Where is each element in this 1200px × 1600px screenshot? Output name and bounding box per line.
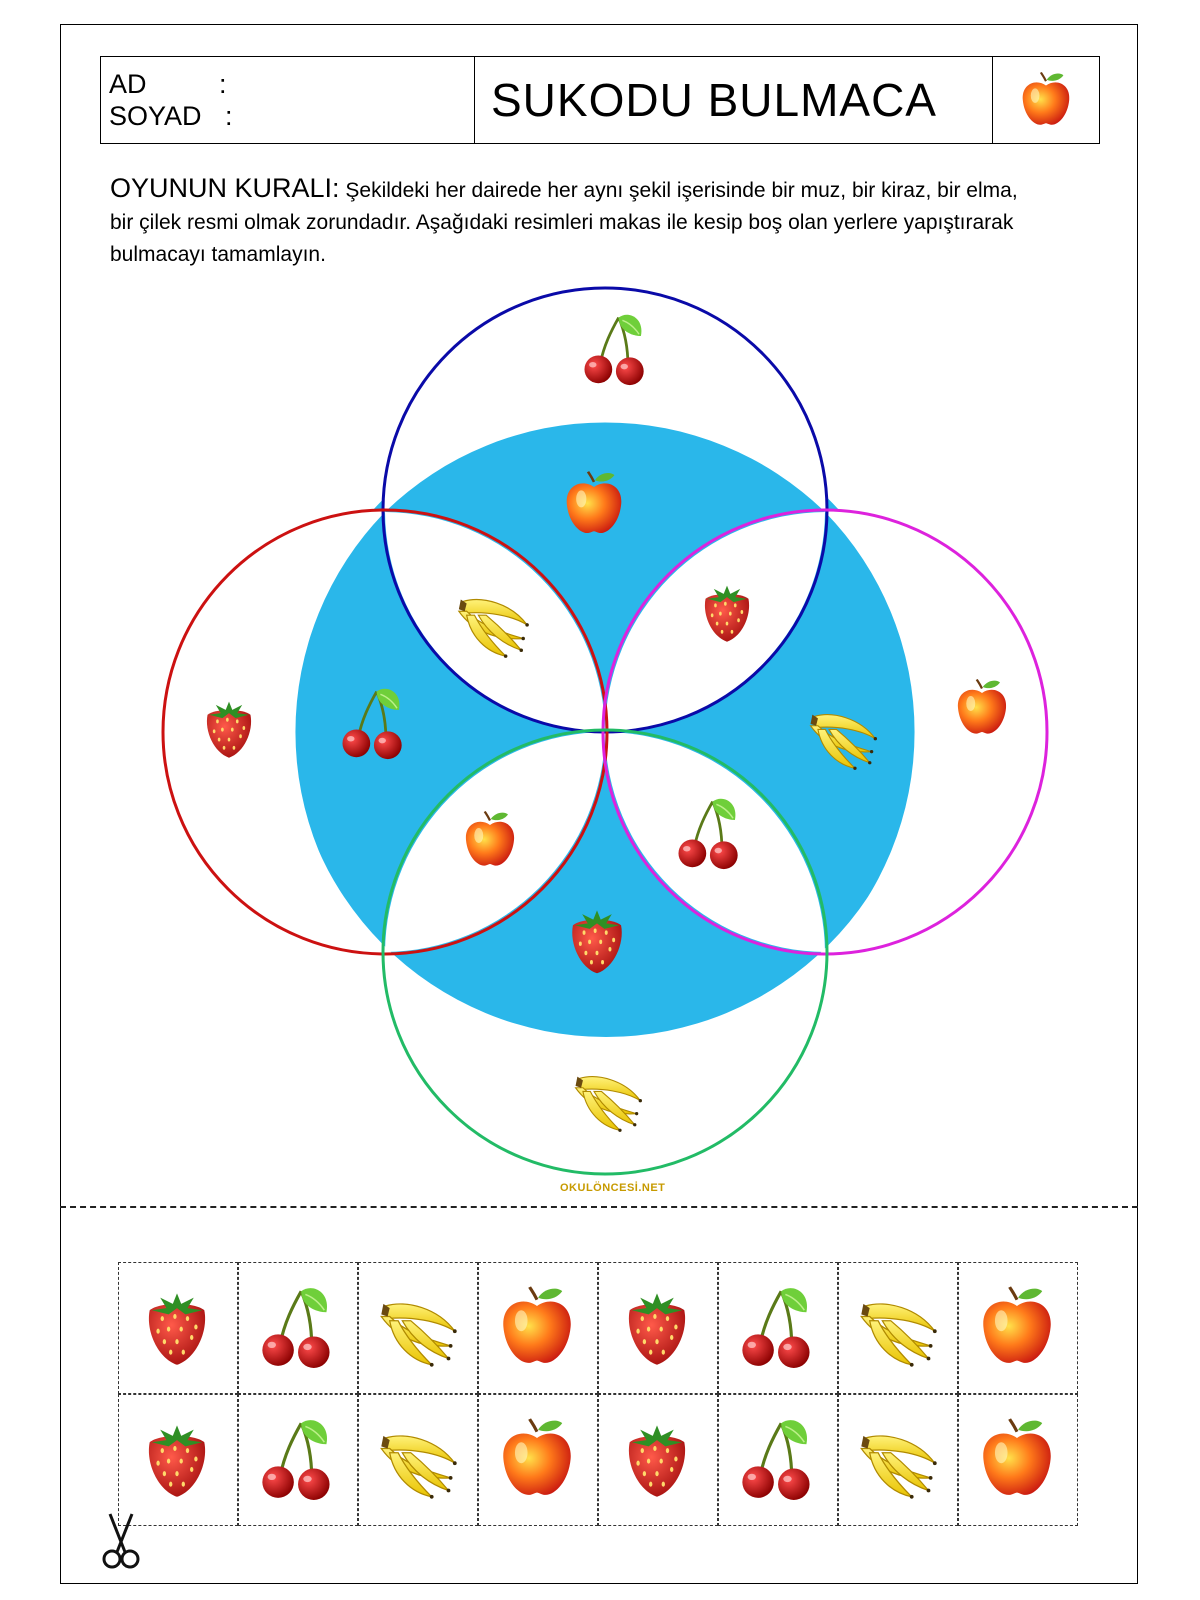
page-title: SUKODU BULMACA: [491, 74, 937, 126]
apple-icon: [495, 1417, 579, 1501]
cherry-icon: [255, 1417, 339, 1501]
cutout-card[interactable]: [718, 1262, 838, 1394]
cherry-icon: [735, 1417, 819, 1501]
cutout-card[interactable]: [598, 1394, 718, 1526]
cutout-card[interactable]: [958, 1262, 1078, 1394]
banana-icon: [375, 1417, 459, 1501]
cutout-card[interactable]: [358, 1262, 478, 1394]
cutout-card[interactable]: [478, 1262, 598, 1394]
rules-body: Şekildeki her dairede her aynı şekil işerisinde bir muz, bir kiraz, bir elma, bir çilek resmi olmak zorundadır. Aşağıdaki resimleri makas ile kesip boş olan yerlere yapıştırarak bulmacayı tamamlayın.: [110, 179, 1018, 266]
apple-icon: [975, 1285, 1059, 1369]
cutout-card[interactable]: [478, 1394, 598, 1526]
strawberry-icon: [135, 1417, 219, 1501]
cherry-icon: [735, 1285, 819, 1369]
cutout-card[interactable]: [118, 1262, 238, 1394]
cherry-icon: [255, 1285, 339, 1369]
cutout-card[interactable]: [838, 1394, 958, 1526]
watermark: OKULÖNCESİ.NET: [560, 1182, 666, 1194]
cut-line: [60, 1206, 1138, 1208]
name-label: AD: [109, 69, 147, 99]
name-colon: :: [219, 69, 227, 99]
apple-icon: [975, 1417, 1059, 1501]
cutout-card[interactable]: [838, 1262, 958, 1394]
rules-heading: OYUNUN KURALI:: [110, 173, 340, 203]
cutout-card[interactable]: [238, 1262, 358, 1394]
cutout-card[interactable]: [118, 1394, 238, 1526]
apple-icon: [495, 1285, 579, 1369]
cutout-card[interactable]: [358, 1394, 478, 1526]
strawberry-icon: [615, 1285, 699, 1369]
surname-label: SOYAD: [109, 101, 202, 131]
cutout-card[interactable]: [958, 1394, 1078, 1526]
strawberry-icon: [615, 1417, 699, 1501]
strawberry-icon: [135, 1285, 219, 1369]
banana-icon: [855, 1417, 939, 1501]
cutout-card[interactable]: [598, 1262, 718, 1394]
banana-icon: [855, 1285, 939, 1369]
cutout-card[interactable]: [718, 1394, 838, 1526]
banana-icon: [375, 1285, 459, 1369]
cutout-card[interactable]: [238, 1394, 358, 1526]
surname-colon: :: [225, 101, 233, 131]
scissors-icon: [98, 1512, 144, 1570]
